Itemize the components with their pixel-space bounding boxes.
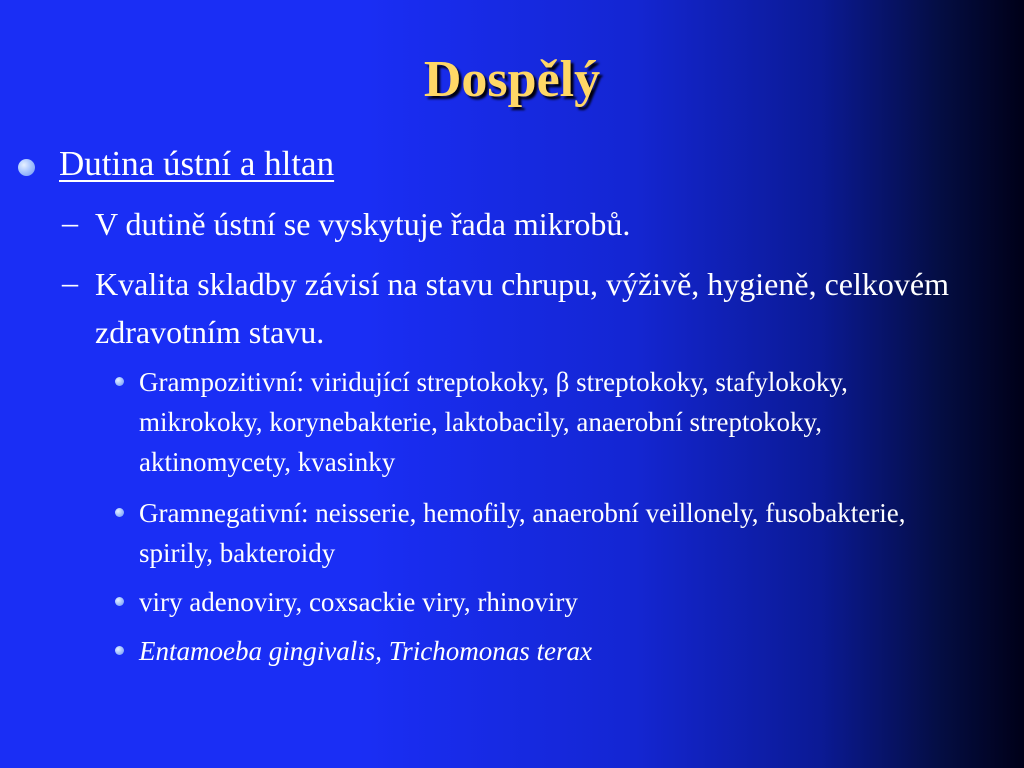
small-bullet-dot-icon [115,646,124,655]
sub-bullet-composition-text: Kvalita skladby závisí na stavu chrupu, výživě, hygieně, celkovém zdravotním stavu. [95,266,949,350]
sub-bullet-microbes-text: V dutině ústní se vyskytuje řada mikrobů. [95,206,631,242]
dash-icon: – [62,264,78,300]
small-bullet-dot-icon [115,377,124,386]
slide-title: Dospělý [423,51,601,108]
item-viruses-text: viry adenoviry, coxsackie viry, rhinoviry [139,587,578,617]
small-bullet-dot-icon [115,508,124,517]
bullet-oral-cavity-text: Dutina ústní a hltan [59,144,335,183]
item-protozoa-text [139,631,969,671]
item-gramnegative-text: Gramnegativní: neisserie, hemofily, anaerobní veillonely, fusobakterie, spirily, bakteroidy [139,498,906,568]
bullet-dot-icon [18,159,35,176]
dash-icon: – [62,204,78,240]
item-grampositive-text: Grampozitivní: viridující streptokoky, β streptokoky, stafylokoky, mikrokoky, korynebakterie, laktobacily, anaerobní streptokoky, aktinomycety, kvasinky [139,367,848,477]
small-bullet-dot-icon [115,597,124,606]
species-entamoeba: Entamoeba gingivalis [139,636,376,666]
species-separator: , [375,636,389,666]
species-trichomonas: Trichomonas terax [388,636,592,666]
